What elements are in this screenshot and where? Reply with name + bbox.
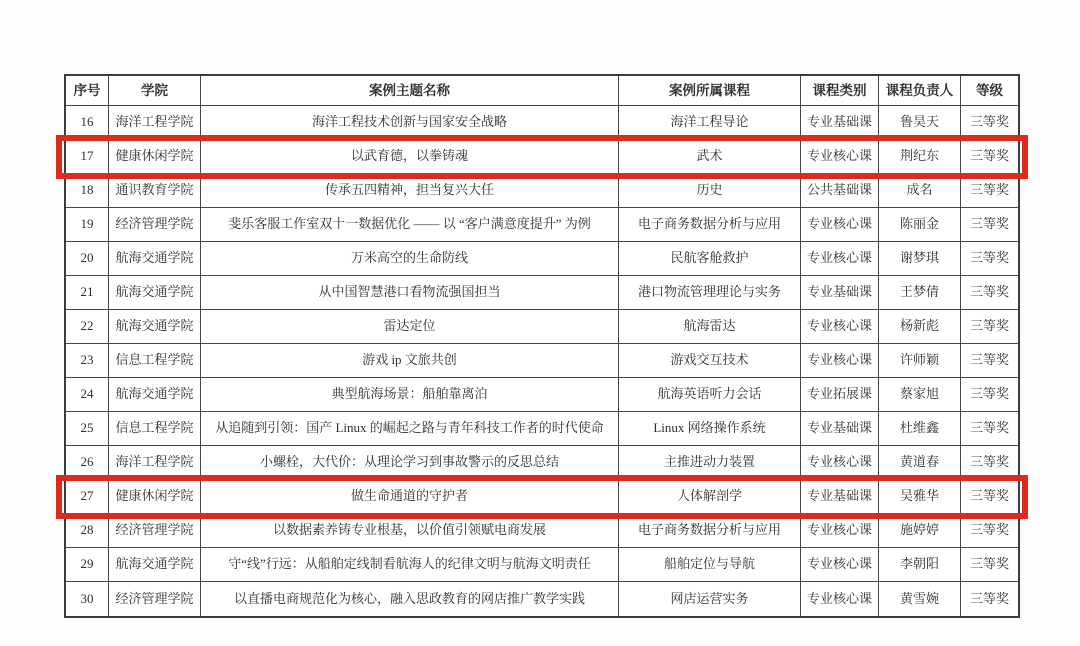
cell-no: 27	[66, 480, 109, 514]
cell-leader: 成名	[879, 174, 961, 208]
cell-college: 经济管理学院	[109, 208, 201, 242]
cell-no: 20	[66, 242, 109, 276]
cell-course: 人体解剖学	[619, 480, 801, 514]
table-row	[66, 548, 1018, 582]
cell-grade: 三等奖	[961, 208, 1018, 242]
cell-no: 30	[66, 582, 109, 616]
cell-title: 海洋工程技术创新与国家安全战略	[201, 106, 619, 140]
cell-category: 专业核心课	[801, 310, 879, 344]
cell-leader: 谢梦琪	[879, 242, 961, 276]
table-row	[66, 514, 1018, 548]
table-row	[66, 446, 1018, 480]
cell-title: 小螺栓，大代价：从理论学习到事故警示的反思总结	[201, 446, 619, 480]
cell-no: 25	[66, 412, 109, 446]
cell-grade: 三等奖	[961, 344, 1018, 378]
cell-no: 28	[66, 514, 109, 548]
cell-grade: 三等奖	[961, 378, 1018, 412]
cell-college: 航海交通学院	[109, 276, 201, 310]
cell-course: 主推进动力装置	[619, 446, 801, 480]
cell-title: 以数据素养铸专业根基，以价值引领赋电商发展	[201, 514, 619, 548]
cell-course: 船舶定位与导航	[619, 548, 801, 582]
cell-college: 健康休闲学院	[109, 140, 201, 174]
table-row	[66, 174, 1018, 208]
cell-college: 经济管理学院	[109, 582, 201, 616]
cell-category: 专业核心课	[801, 582, 879, 616]
cell-leader: 吴雅华	[879, 480, 961, 514]
cell-college: 海洋工程学院	[109, 106, 201, 140]
table-row	[66, 208, 1018, 242]
header-no: 序号	[66, 76, 109, 106]
cell-category: 公共基础课	[801, 174, 879, 208]
cell-college: 航海交通学院	[109, 310, 201, 344]
cell-category: 专业核心课	[801, 140, 879, 174]
cell-title: 典型航海场景：船舶靠离泊	[201, 378, 619, 412]
cell-leader: 蔡家旭	[879, 378, 961, 412]
cell-title: 从中国智慧港口看物流强国担当	[201, 276, 619, 310]
table-row	[66, 412, 1018, 446]
cell-grade: 三等奖	[961, 446, 1018, 480]
table-row	[66, 106, 1018, 140]
table-row	[66, 378, 1018, 412]
cell-category: 专业拓展课	[801, 378, 879, 412]
cell-category: 专业核心课	[801, 548, 879, 582]
cell-no: 22	[66, 310, 109, 344]
cell-title: 从追随到引领：国产 Linux 的崛起之路与青年科技工作者的时代使命	[201, 412, 619, 446]
cell-category: 专业基础课	[801, 480, 879, 514]
cell-college: 航海交通学院	[109, 548, 201, 582]
cell-leader: 杨新彪	[879, 310, 961, 344]
cell-category: 专业核心课	[801, 242, 879, 276]
awards-table	[64, 74, 1020, 618]
cell-title: 雷达定位	[201, 310, 619, 344]
cell-course: 民航客舱救护	[619, 242, 801, 276]
cell-leader: 王梦倩	[879, 276, 961, 310]
header-title: 案例主题名称	[201, 76, 619, 106]
header-category: 课程类别	[801, 76, 879, 106]
header-grade: 等级	[961, 76, 1018, 106]
cell-no: 18	[66, 174, 109, 208]
cell-course: 电子商务数据分析与应用	[619, 514, 801, 548]
cell-course: 航海雷达	[619, 310, 801, 344]
cell-category: 专业核心课	[801, 514, 879, 548]
cell-course: 电子商务数据分析与应用	[619, 208, 801, 242]
table-row	[66, 276, 1018, 310]
cell-title: 守“线”行远：从船舶定线制看航海人的纪律文明与航海文明责任	[201, 548, 619, 582]
cell-leader: 鲁昊天	[879, 106, 961, 140]
cell-college: 航海交通学院	[109, 242, 201, 276]
cell-college: 信息工程学院	[109, 344, 201, 378]
cell-grade: 三等奖	[961, 174, 1018, 208]
cell-leader: 李朝阳	[879, 548, 961, 582]
cell-title: 以武育德，以拳铸魂	[201, 140, 619, 174]
cell-course: 历史	[619, 174, 801, 208]
cell-grade: 三等奖	[961, 514, 1018, 548]
cell-grade: 三等奖	[969, 590, 1009, 606]
cell-title: 以直播电商规范化为核心，融入思政教育的网店推广教学实践	[201, 582, 619, 616]
cell-grade: 三等奖	[961, 412, 1018, 446]
cell-category: 专业核心课	[801, 446, 879, 480]
cell-course: Linux 网络操作系统	[619, 412, 801, 446]
header-college: 学院	[109, 76, 201, 106]
cell-no: 17	[66, 140, 109, 174]
cell-course: 网店运营实务	[619, 582, 801, 616]
cell-leader: 陈丽金	[879, 208, 961, 242]
cell-course: 港口物流管理理论与实务	[619, 276, 801, 310]
table-row	[66, 582, 1018, 616]
cell-no: 16	[66, 106, 109, 140]
cell-no: 19	[66, 208, 109, 242]
awards-table-body	[66, 106, 1018, 616]
cell-grade: 三等奖	[961, 310, 1018, 344]
cell-leader: 许师颖	[879, 344, 961, 378]
cell-course: 海洋工程导论	[619, 106, 801, 140]
cell-title: 斐乐客服工作室双十一数据优化 —— 以 “客户满意度提升” 为例	[201, 208, 619, 242]
cell-no: 24	[66, 378, 109, 412]
cell-leader: 黄道春	[879, 446, 961, 480]
cell-leader: 荆纪东	[879, 140, 961, 174]
cell-category: 专业基础课	[801, 412, 879, 446]
cell-category: 专业基础课	[801, 276, 879, 310]
cell-title: 做生命通道的守护者	[201, 480, 619, 514]
cell-title: 传承五四精神，担当复兴大任	[201, 174, 619, 208]
table-row	[66, 480, 1018, 514]
cell-category: 专业基础课	[801, 106, 879, 140]
cell-leader: 黄雪婉	[879, 582, 961, 616]
cell-no: 29	[66, 548, 109, 582]
cell-grade: 三等奖	[961, 140, 1018, 174]
cell-title: 游戏 ip 文旅共创	[201, 344, 619, 378]
table-row	[66, 310, 1018, 344]
cell-college: 海洋工程学院	[109, 446, 201, 480]
cell-college: 经济管理学院	[109, 514, 201, 548]
cell-grade: 三等奖	[961, 548, 1018, 582]
cell-no: 26	[66, 446, 109, 480]
cell-no: 23	[66, 344, 109, 378]
cell-college: 通识教育学院	[109, 174, 201, 208]
cell-title: 万米高空的生命防线	[201, 242, 619, 276]
cell-category: 专业核心课	[801, 208, 879, 242]
cell-course: 航海英语听力会话	[619, 378, 801, 412]
cell-course: 武术	[619, 140, 801, 174]
header-course: 案例所属课程	[619, 76, 801, 106]
table-row	[66, 344, 1018, 378]
cell-college: 信息工程学院	[109, 412, 201, 446]
cell-grade: 三等奖	[961, 276, 1018, 310]
cell-leader: 施婷婷	[879, 514, 961, 548]
cell-grade: 三等奖	[961, 242, 1018, 276]
table-header-row	[66, 76, 1018, 106]
cell-college: 健康休闲学院	[109, 480, 201, 514]
cell-no: 21	[66, 276, 109, 310]
cell-grade: 三等奖	[961, 106, 1018, 140]
table-row	[66, 140, 1018, 174]
cell-category: 专业核心课	[801, 344, 879, 378]
cell-course: 游戏交互技术	[619, 344, 801, 378]
cell-grade: 三等奖	[961, 480, 1018, 514]
table-row	[66, 242, 1018, 276]
cell-leader: 杜维鑫	[879, 412, 961, 446]
cell-college: 航海交通学院	[109, 378, 201, 412]
header-leader: 课程负责人	[879, 76, 961, 106]
